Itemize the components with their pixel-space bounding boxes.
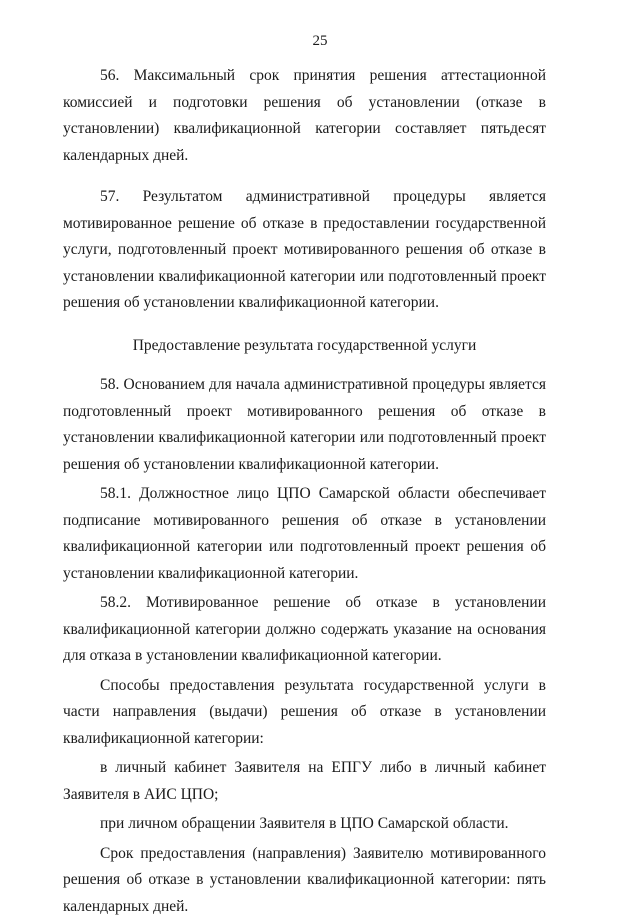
paragraph-58-2: 58.2. Мотивированное решение об отказе в установлении квалификационной категории должно содержать указание на основания для отказа в установлении квалификационной категории. xyxy=(63,594,546,664)
paragraph-deadline: Срок предоставления (направления) Заявителю мотивированного решения об отказе в установлении квалификационной категории: пять календарных дней. xyxy=(63,844,546,915)
paragraph-58-1: 58.1. Должностное лицо ЦПО Самарской области обеспечивает подписание мотивированного решения об отказе в установлении квалификационной категории или подготовленный проект решения об установлении квалификационной категории. xyxy=(63,485,546,582)
list-item-personal-visit: при личном обращении Заявителя в ЦПО Самарской области. xyxy=(100,815,509,832)
section-heading: Предоставление результата государственной услуги xyxy=(132,336,477,354)
paragraph-56: 56. Максимальный срок принятия решения аттестационной комиссией и подготовки решения об установлении (отказе в установлении) квалификационной категории составляет пятьдесят календарных дней. xyxy=(63,67,546,164)
list-item-personal-cabinet: в личный кабинет Заявителя на ЕПГУ либо в личный кабинет Заявителя в АИС ЦПО; xyxy=(63,759,546,803)
document-body xyxy=(63,63,546,923)
paragraph-57: 57. Результатом административной процедуры является мотивированное решение об отказе в предоставлении государственной услуги, подготовленный проект мотивированного решения об отказе в установлении квалификационной категории или подготовленный проект решения об установлении квалификационной категории. xyxy=(63,188,546,311)
paragraph-methods: Способы предоставления результата государственной услуги в части направления (выдачи) решения об отказе в установлении квалификационной категории: xyxy=(63,676,546,747)
paragraph-58: 58. Основанием для начала административной процедуры является подготовленный проект мотивированного решения об отказе в установлении квалификационной категории или подготовленный проект решения об установлении квалификационной категории. xyxy=(63,376,546,473)
page-number: 25 xyxy=(312,33,328,49)
